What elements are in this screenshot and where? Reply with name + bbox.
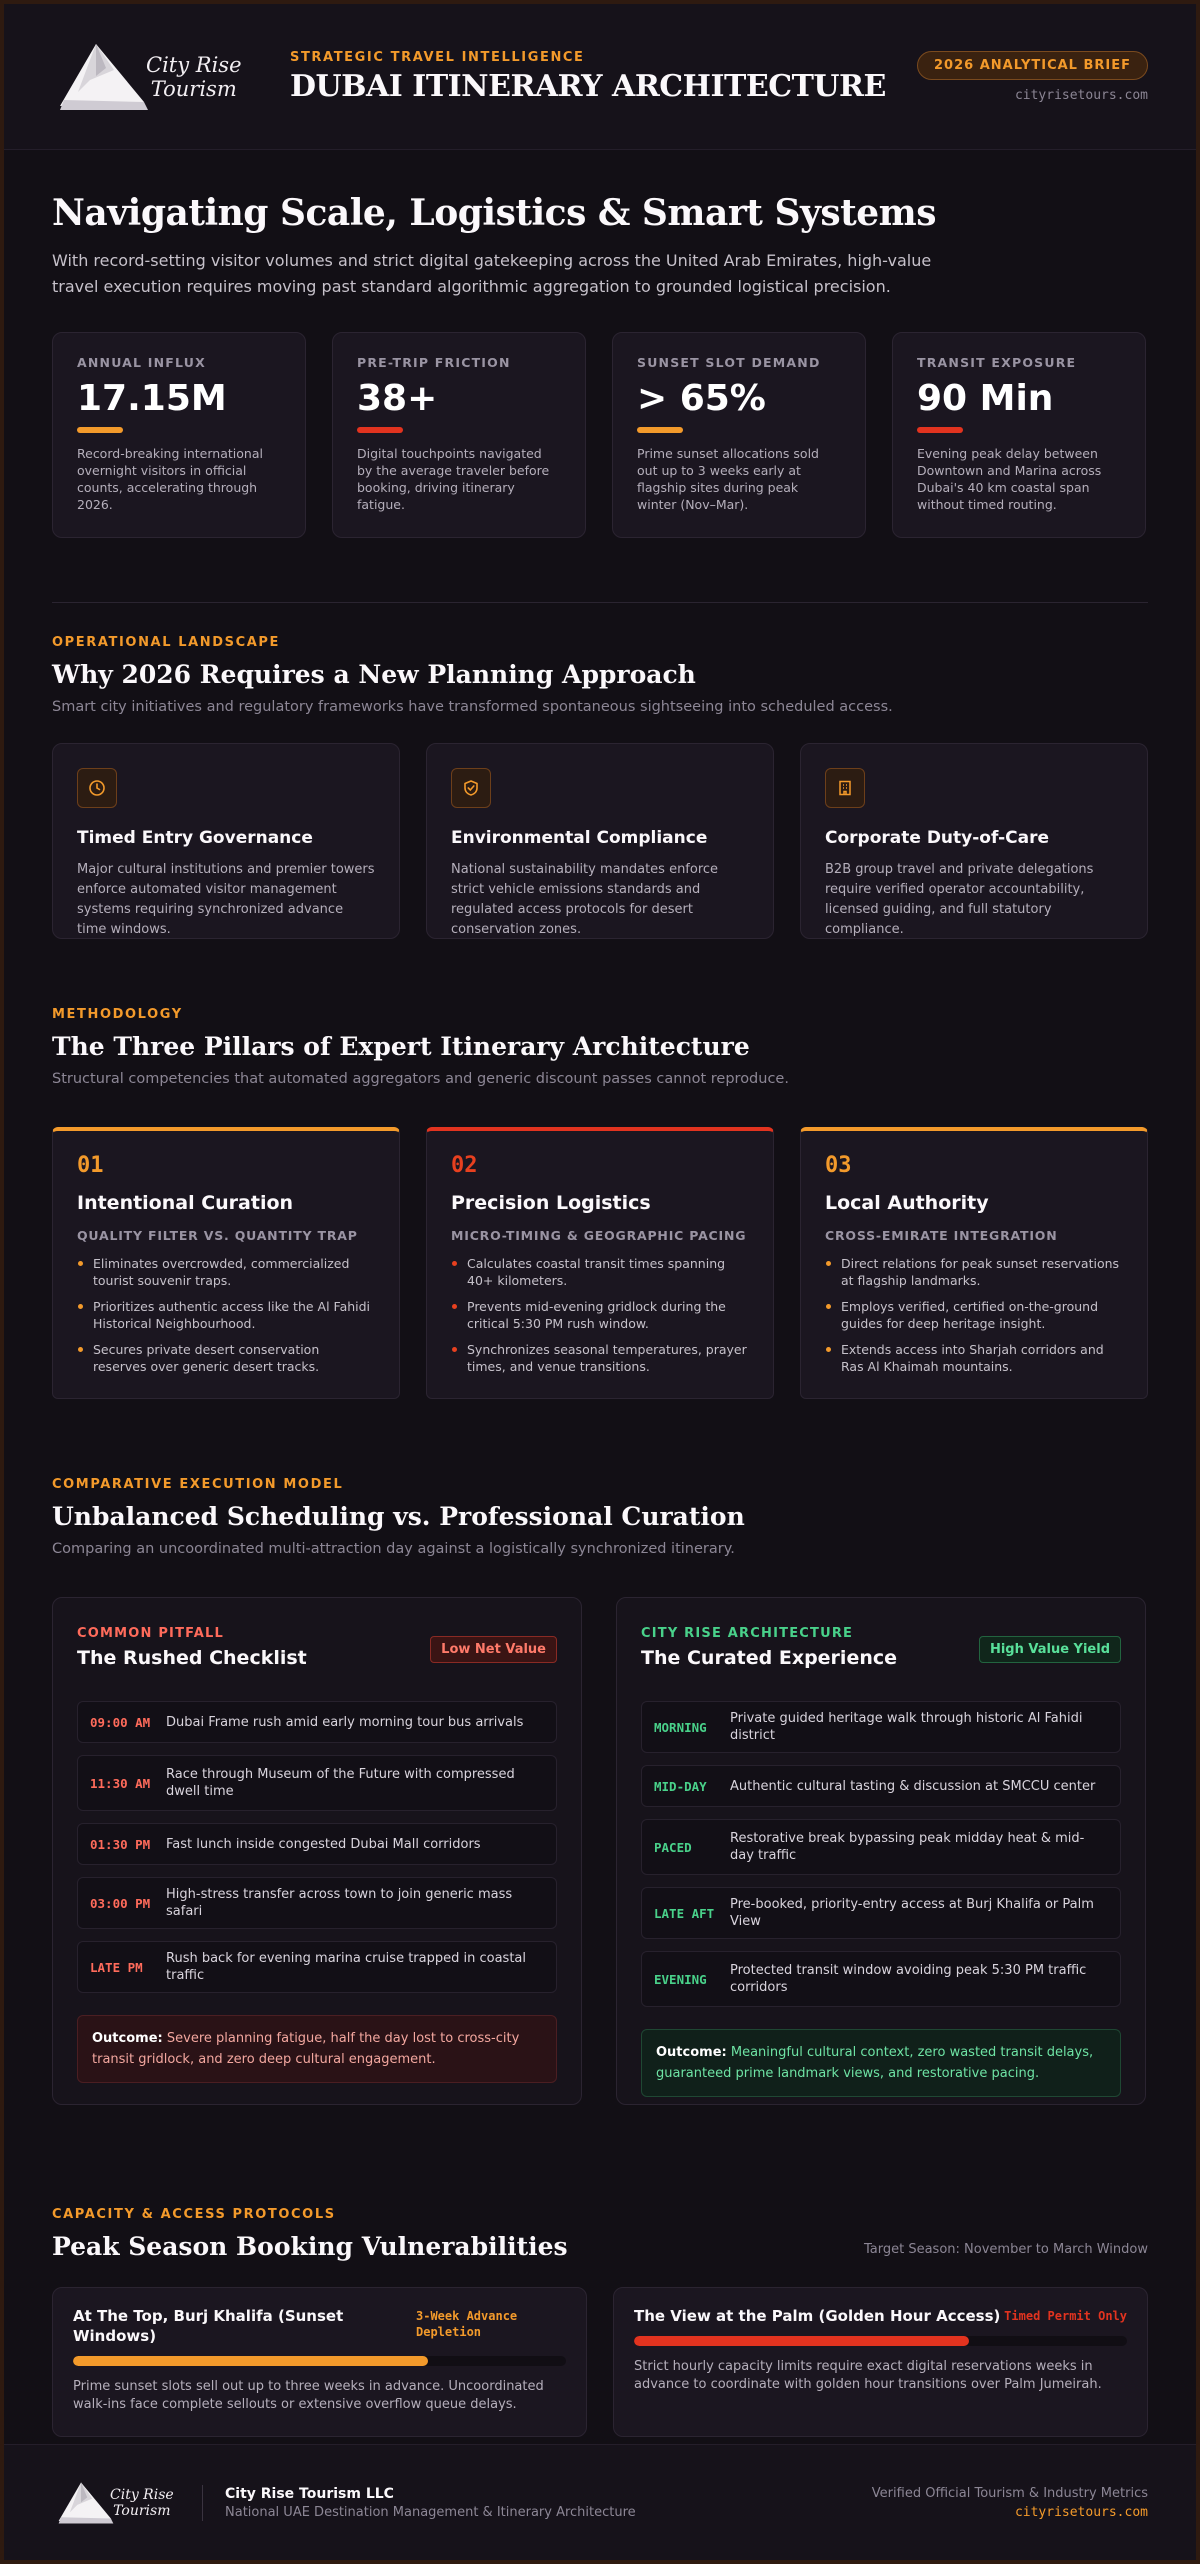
capacity-description: Strict hourly capacity limits require exact digital reservations weeks in advance to coordinate with golden hour transitions over Palm Jumeirah. [634,2359,1102,2392]
pillar-title: Local Authority [825,1192,989,1214]
pillar-bullets [451,1255,749,1375]
section-eyebrow: OPERATIONAL LANDSCAPE [52,635,281,650]
section-subtitle: Structural competencies that automated aggregators and generic discount passes cannot reproduce. [52,1071,789,1087]
document-title: DUBAI ITINERARY ARCHITECTURE [290,68,886,104]
mountain-logo-icon [56,2480,116,2526]
stat-label: SUNSET SLOT DEMAND [637,355,821,370]
schedule-text: High-stress transfer across town to join generic mass safari [166,1887,513,1919]
schedule-row [77,1823,557,1865]
pillar-bullet: Direct relations for peak sunset reservations at flagship landmarks. [825,1255,1123,1289]
capacity-cards [52,2287,1148,2437]
schedule-row [641,1887,1121,1939]
section-title: Peak Season Booking Vulnerabilities [52,2232,568,2261]
target-season: Target Season: November to March Window [863,2242,1148,2257]
pillar-number: 03 [825,1153,852,1178]
comparison-title: The Rushed Checklist [77,1647,307,1669]
pillar-bullet: Synchronizes seasonal temperatures, prayer times, and venue transitions. [451,1341,749,1375]
pillar-bullet: Prioritizes authentic access like the Al Fahidi Historical Neighbourhood. [77,1298,375,1332]
schedule-row [641,1701,1121,1753]
stat-label: TRANSIT EXPOSURE [917,355,1077,370]
page-footer [4,2444,1196,2560]
section-title: The Three Pillars of Expert Itinerary Architecture [52,1032,750,1061]
capacity-card-header [73,2306,566,2346]
hero-intro: With record-setting visitor volumes and strict digital gatekeeping across the United Arab Emirates, high-value travel execution requires moving past standard algorithmic aggregation to grounded logistical precision. [52,251,932,296]
pillar-bullet: Prevents mid-evening gridlock during the critical 5:30 PM rush window. [451,1298,749,1332]
footer-site-link[interactable]: cityrisetours.com [1014,2504,1148,2520]
pillar-subtitle: QUALITY FILTER VS. QUANTITY TRAP [77,1228,358,1243]
pillar-bullet: Extends access into Sharjah corridors and Ras Al Khaimah mountains. [825,1341,1123,1375]
logo-wordmark [146,53,242,101]
stat-description: Digital touchpoints navigated by the average traveler before booking, driving itinerary fatigue. [357,446,550,512]
schedule-rows [641,1701,1121,2007]
schedule-row [77,1755,557,1811]
schedule-text: Authentic cultural tasting & discussion at SMCCU center [730,1778,1096,1794]
company-tagline: National UAE Destination Management & Itinerary Architecture [225,2504,636,2520]
stat-accent-bar [637,427,683,433]
schedule-time: 09:00 AM [90,1714,151,1730]
capacity-description: Prime sunset slots sell out up to three weeks in advance. Uncoordinated walk-ins face complete sellouts or extensive overflow queue delays. [73,2379,544,2412]
schedule-text: Fast lunch inside congested Dubai Mall corridors [166,1836,481,1852]
outcome-label: Outcome: [656,2045,727,2060]
schedule-row [77,1701,557,1743]
stat-value: 90 Min [917,378,1054,419]
schedule-text: Pre-booked, priority-entry access at Burj Khalifa or Palm View [730,1897,1094,1929]
building-icon [825,768,865,808]
schedule-row [77,1941,557,1993]
stat-accent-bar [357,427,403,433]
logo-wordmark [110,2487,174,2519]
schedule-text: Restorative break bypassing peak midday heat & mid-day traffic [730,1831,1085,1863]
clock-icon [77,768,117,808]
landscape-card-description: Major cultural institutions and premier towers enforce automated visitor management systems requiring synchronized advance time windows. [77,862,375,937]
capacity-bar-fill [634,2336,969,2346]
schedule-row [77,1877,557,1929]
stat-description: Evening peak delay between Downtown and Marina across Dubai's 40 km coastal span without timed routing. [917,446,1102,512]
header-meta [917,51,1148,103]
pillar-cards [52,1127,1148,1399]
header-site-link[interactable]: cityrisetours.com [1014,87,1148,103]
capacity-bar-track [634,2336,1127,2346]
verified-note: Verified Official Tourism & Industry Metrics [871,2485,1148,2501]
schedule-text: Protected transit window avoiding peak 5:30 PM traffic corridors [730,1963,1087,1995]
capacity-card-header [634,2306,1127,2326]
section-eyebrow: METHODOLOGY [52,1007,183,1022]
availability-tag: Timed Permit Only [1004,2309,1127,2323]
capacity-bar-fill [73,2356,428,2366]
page-header [4,4,1196,150]
pillar-bullet: Eliminates overcrowded, commercialized tourist souvenir traps. [77,1255,375,1289]
section-subtitle: Comparing an uncoordinated multi-attraction day against a logistically synchronized itinerary. [52,1541,735,1557]
landscape-card [52,743,400,939]
pillar-card [426,1127,774,1399]
stat-label: ANNUAL INFLUX [77,355,206,370]
capacity-title-row [52,2222,1148,2261]
stat-card [612,332,866,538]
schedule-time: LATE AFT [654,1905,715,1921]
landscape-card [426,743,774,939]
schedule-time: 11:30 AM [90,1775,151,1791]
schedule-time: MORNING [654,1719,707,1735]
curated-experience-card [616,1597,1146,2105]
mountain-logo-icon [56,40,152,114]
comparison-title: The Curated Experience [641,1647,897,1669]
venue-name: The View at the Palm (Golden Hour Access) [634,2307,1001,2325]
stat-accent-bar [77,427,123,433]
capacity-card [52,2287,587,2437]
hero-section [52,150,1148,603]
landscape-card-description: B2B group travel and private delegations require verified operator accountability, licensed guiding, and full statutory compliance. [825,862,1094,937]
logo-line-1: City Rise [110,2486,174,2503]
outcome-label: Outcome: [92,2031,163,2046]
main-content [4,150,1196,2437]
section-eyebrow: CAPACITY & ACCESS PROTOCOLS [52,2207,336,2222]
stat-card [52,332,306,538]
schedule-text: Race through Museum of the Future with compressed dwell time [166,1767,515,1799]
pillar-number: 01 [77,1153,104,1178]
comparison-card-header [641,1626,1121,1669]
landscape-card-title: Corporate Duty-of-Care [825,828,1049,848]
schedule-time: 01:30 PM [90,1836,151,1852]
capacity-card [613,2287,1148,2437]
landscape-cards [52,743,1148,939]
landscape-card-title: Timed Entry Governance [77,828,313,848]
stat-card [332,332,586,538]
stat-card [892,332,1146,538]
schedule-row [641,1765,1121,1807]
stat-value: 17.15M [77,378,227,419]
value-badge: High Value Yield [979,1636,1121,1663]
section-subtitle: Smart city initiatives and regulatory frameworks have transformed spontaneous sightseeing into scheduled access. [52,699,893,715]
availability-tag: 3-Week Advance Depletion [416,2309,518,2339]
outcome-box [641,2029,1121,2097]
schedule-time: 03:00 PM [90,1895,151,1911]
schedule-time: EVENING [654,1971,707,1987]
pillar-card [52,1127,400,1399]
capacity-section [52,2105,1148,2437]
landscape-card [800,743,1148,939]
comparison-cards [52,1597,1148,2105]
comparison-eyebrow: CITY RISE ARCHITECTURE [641,1626,854,1641]
brand-logo[interactable] [56,37,266,117]
schedule-text: Dubai Frame rush amid early morning tour bus arrivals [166,1714,524,1730]
header-eyebrow: STRATEGIC TRAVEL INTELLIGENCE [290,49,585,65]
pillar-title: Intentional Curation [77,1192,294,1214]
stats-grid [52,332,1148,538]
logo-line-1: City Rise [146,52,242,77]
shield-icon [451,768,491,808]
brief-badge: 2026 ANALYTICAL BRIEF [917,51,1148,80]
comparison-eyebrow: COMMON PITFALL [77,1626,224,1641]
comparison-card-header [77,1626,557,1669]
venue-name: At The Top, Burj Khalifa (Sunset Windows) [73,2307,344,2345]
rushed-checklist-card [52,1597,582,2105]
methodology-section [52,939,1148,1399]
logo-line-2: Tourism [113,2502,171,2519]
stat-label: PRE-TRIP FRICTION [357,355,511,370]
pillar-bullet: Secures private desert conservation reserves over generic desert tracks. [77,1341,375,1375]
logo-line-2: Tourism [150,76,237,101]
landscape-card-title: Environmental Compliance [451,828,708,848]
section-title: Why 2026 Requires a New Planning Approach [52,660,696,689]
pillar-subtitle: MICRO-TIMING & GEOGRAPHIC PACING [451,1228,747,1243]
pillar-subtitle: CROSS-EMIRATE INTEGRATION [825,1228,1058,1243]
landscape-card-description: National sustainability mandates enforce strict vehicle emissions standards and regulated access protocols for desert conservation zones. [451,862,719,937]
operational-landscape-section [52,603,1148,939]
stat-value: > 65% [637,378,766,419]
value-badge: Low Net Value [430,1636,557,1663]
schedule-time: LATE PM [90,1959,143,1975]
footer-separator [202,2485,203,2521]
pillar-bullet: Calculates coastal transit times spanning 40+ kilometers. [451,1255,749,1289]
pillar-bullet: Employs verified, certified on-the-ground guides for deep heritage insight. [825,1298,1123,1332]
pillar-bullets [77,1255,375,1375]
capacity-bar-track [73,2356,566,2366]
outcome-text: Meaningful cultural context, zero wasted transit delays, guaranteed prime landmark views, and restorative pacing. [656,2045,1094,2081]
stat-value: 38+ [357,378,438,419]
footer-meta [872,2486,1148,2520]
schedule-time: MID-DAY [654,1778,707,1794]
pillar-number: 02 [451,1153,478,1178]
schedule-text: Rush back for evening marina cruise trapped in coastal traffic [166,1951,526,1983]
pillar-bullets [825,1255,1123,1375]
schedule-rows [77,1701,557,1993]
section-eyebrow: COMPARATIVE EXECUTION MODEL [52,1477,344,1492]
section-title: Unbalanced Scheduling vs. Professional Curation [52,1502,745,1531]
stat-description: Prime sunset allocations sold out up to 3 weeks early at flagship sites during peak winter (Nov–Mar). [637,446,819,512]
pillar-card [800,1127,1148,1399]
schedule-time: PACED [654,1839,692,1855]
pillar-title: Precision Logistics [451,1192,651,1214]
header-titles [290,50,886,104]
schedule-row [641,1819,1121,1875]
stat-description: Record-breaking international overnight visitors in official counts, accelerating through 2026. [77,446,263,512]
hero-title: Navigating Scale, Logistics & Smart Systems [52,192,937,234]
footer-company [225,2486,636,2520]
schedule-text: Private guided heritage walk through historic Al Fahidi district [730,1711,1083,1743]
outcome-text: Severe planning fatigue, half the day lost to cross-city transit gridlock, and zero deep cultural engagement. [92,2031,520,2067]
company-name: City Rise Tourism LLC [225,2485,394,2502]
outcome-box [77,2015,557,2083]
stat-accent-bar [917,427,963,433]
footer-logo[interactable] [56,2480,186,2526]
schedule-row [641,1951,1121,2007]
comparison-section [52,1399,1148,2105]
